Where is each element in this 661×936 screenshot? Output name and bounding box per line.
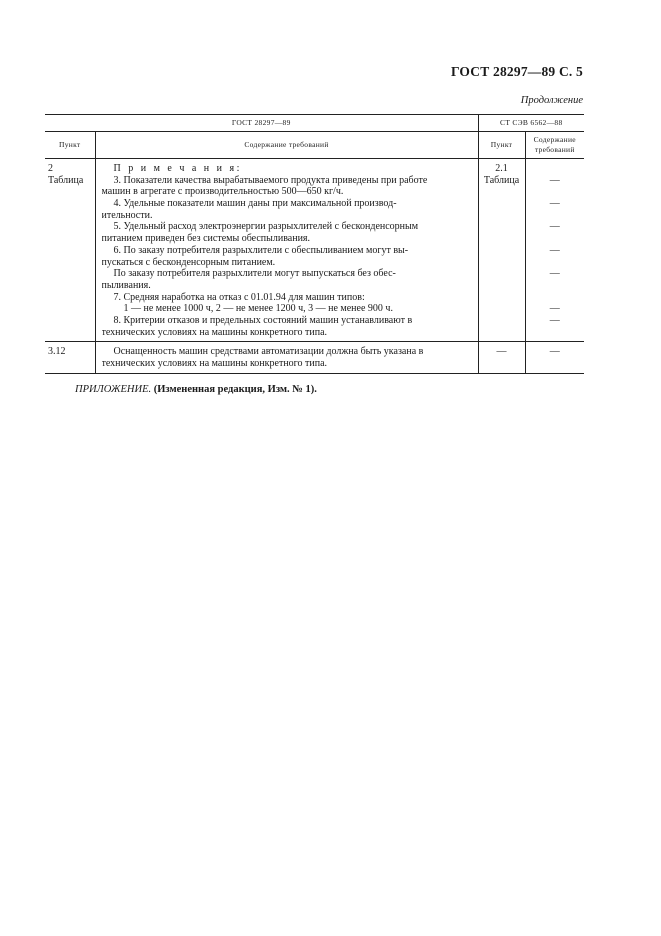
row2-cmea-content: [525, 342, 584, 373]
content-line: 7. Средняя наработка на отказ с 01.01.94 для машин типов:: [113, 291, 365, 303]
dash-mark: [526, 280, 585, 292]
row1-cmea-point-line: 2.1: [495, 163, 508, 174]
row1-point-line: Таблица: [48, 174, 84, 186]
group-header-st-sev: СТ СЭВ 6562—88: [478, 115, 584, 132]
table-row: [45, 342, 584, 373]
row1-content: [95, 159, 478, 342]
dash-mark: —: [549, 314, 560, 326]
dash-mark: —: [549, 268, 560, 280]
dash-mark: —: [549, 244, 560, 256]
content-line: П р и м е ч а н и я:: [113, 163, 242, 174]
dash-mark: [526, 210, 585, 222]
dash-mark: [526, 163, 585, 175]
row1-point: [45, 159, 95, 342]
page-header: ГОСТ 28297—89 С. 5: [450, 64, 583, 79]
row2-cmea-point: [478, 342, 525, 373]
group-header-gost: ГОСТ 28297—89: [45, 115, 478, 132]
content-line: машин в агрегате с производительностью 500—650 кг/ч.: [101, 186, 344, 198]
content-line: пыливания.: [101, 279, 151, 291]
row2-content: [95, 342, 478, 373]
dash-mark: [526, 257, 585, 269]
row2-point: [45, 342, 95, 373]
content-line: пускаться с бесконденсорным питанием.: [101, 256, 276, 268]
dash-mark: —: [549, 303, 560, 315]
dash-mark: —: [549, 221, 560, 233]
row1-point-line: 2: [48, 163, 53, 174]
dash-mark: [526, 186, 585, 198]
column-header-point: Пункт: [45, 132, 95, 159]
row1-cmea-point-line: Таблица: [483, 174, 520, 186]
column-header-content: Содержание требований: [95, 132, 478, 159]
content-line: 8. Критерии отказов и предельных состояний машин устанавливают в: [113, 314, 413, 326]
dash-mark: [526, 233, 585, 245]
appendix-note: [75, 384, 317, 395]
continuation-label: Продолжение: [520, 95, 583, 106]
row1-cmea-point: [478, 159, 525, 342]
content-line: 3. Показатели качества вырабатываемого продукта приведены при работе: [113, 174, 428, 186]
column-header-cmea-point: Пункт: [478, 132, 525, 159]
content-line: 4. Удельные показатели машин даны при максимальной производ-: [113, 198, 397, 210]
content-line: технических условиях на машины конкретного типа.: [101, 358, 328, 369]
appendix-label: ПРИЛОЖЕНИЕ.: [75, 384, 152, 395]
dash-mark: —: [549, 174, 560, 186]
row2-point-text: 3.12: [48, 346, 66, 358]
content-line: технических условиях на машины конкретного типа.: [101, 326, 328, 338]
amendment-note: (Измененная редакция, Изм. № 1).: [153, 384, 317, 395]
dash-mark: —: [549, 198, 560, 210]
dash-mark: [526, 292, 585, 304]
content-line: 6. По заказу потребителя разрыхлители с обеспыливанием могут вы-: [113, 244, 409, 256]
content-line: ительности.: [101, 209, 153, 221]
requirements-table: [45, 114, 584, 374]
dash-mark: —: [549, 346, 560, 358]
column-header-cmea-content: Содержание требований: [525, 132, 584, 159]
row1-cmea-content: [525, 159, 584, 342]
content-line: питанием приведен без системы обеспыливания.: [101, 233, 311, 245]
table-row: [45, 159, 584, 342]
dash-mark: [526, 327, 585, 339]
content-line: 5. Удельный расход электроэнергии разрыхлителей с бесконденсорным: [113, 221, 419, 233]
content-line: 1 — не менее 1000 ч, 2 — не менее 1200 ч, 3 — не менее 900 ч.: [123, 303, 393, 315]
dash-mark: —: [496, 346, 507, 358]
content-line: По заказу потребителя разрыхлители могут выпускаться без обес-: [113, 268, 396, 280]
content-line: Оснащенность машин средствами автоматизации должна быть указана в: [113, 346, 424, 358]
